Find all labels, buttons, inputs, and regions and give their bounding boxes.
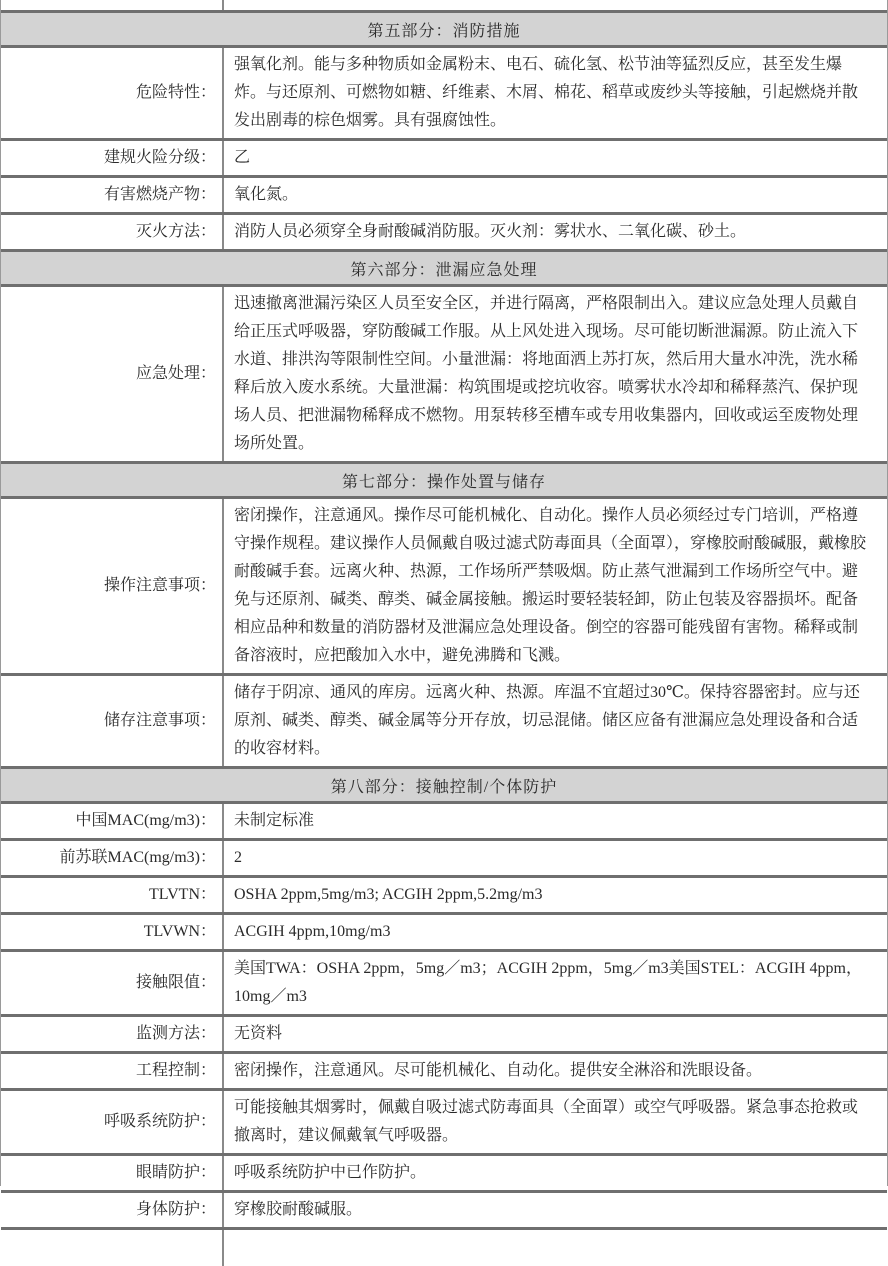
row-value: 密闭操作，注意通风。操作尽可能机械化、自动化。操作人员必须经过专门培训，严格遵守操作规程。建议操作人员佩戴自吸过滤式防毒面具（全面罩），穿橡胶耐酸碱服，戴橡胶耐酸碱手套。远离火种、热源，工作场所严禁吸烟。防止蒸气泄漏到工作场所空气中。避免与还原剂、碱类、醇类、碱金属接触。搬运时要轻装轻卸，防止包装及容器损坏。配备相应品种和数量的消防器材及泄漏应急处理设备。倒空的容器可能残留有害物。稀释或制备溶液时，应把酸加入水中，避免沸腾和飞溅。: [234, 507, 867, 664]
row-value-empty: [224, 1230, 887, 1266]
row-value: 氧化氮。: [234, 186, 299, 203]
row-label: 眼睛防护：: [1, 1156, 224, 1190]
row-label: 工程控制：: [1, 1054, 224, 1088]
row-value: OSHA 2ppm,5mg/m3; ACGIH 2ppm,5.2mg/m3: [234, 886, 543, 903]
row-value: 可能接触其烟雾时，佩戴自吸过滤式防毒面具（全面罩）或空气呼吸器。紧急事态抢救或撤离时，建议佩戴氧气呼吸器。: [234, 1099, 859, 1144]
row-value: 密闭操作，注意通风。尽可能机械化、自动化。提供安全淋浴和洗眼设备。: [234, 1062, 763, 1079]
row-label: 呼吸系统防护：: [1, 1091, 224, 1153]
row-label-empty: [1, 0, 224, 10]
table-row: [1, 178, 887, 215]
table-row: [1, 952, 887, 1017]
row-label: TLVWN：: [1, 915, 224, 949]
row-value: 储存于阴凉、通风的库房。远离火种、热源。库温不宜超过30℃。保持容器密封。应与还原剂、碱类、醇类、碱金属等分开存放，切忌混储。储区应备有泄漏应急处理设备和合适的收容材料。: [234, 684, 860, 757]
section-header: 第六部分：泄漏应急处理: [1, 252, 887, 287]
table-row: [1, 287, 887, 464]
table-row: [1, 499, 887, 676]
row-label: 前苏联MAC(mg/m3)：: [1, 841, 224, 875]
table-row: [1, 676, 887, 769]
row-label: 危险特性：: [1, 48, 224, 138]
row-label: 操作注意事项：: [1, 499, 224, 673]
row-value: 美国TWA：OSHA 2ppm，5mg／m3；ACGIH 2ppm，5mg／m3美国STEL：ACGIH 4ppm，10mg／m3: [234, 960, 863, 1005]
row-label: 应急处理：: [1, 287, 224, 461]
table-row: [1, 141, 887, 178]
table-row: [1, 48, 887, 141]
section-header: 第八部分：接触控制/个体防护: [1, 769, 887, 804]
table-row: [1, 1193, 887, 1230]
row-label: 建规火险分级：: [1, 141, 224, 175]
row-value: 未制定标准: [234, 812, 315, 829]
table-row: [1, 215, 887, 252]
row-value: 消防人员必须穿全身耐酸碱消防服。灭火剂：雾状水、二氧化碳、砂土。: [234, 223, 747, 240]
table-row: [1, 841, 887, 878]
table-sections: [1, 13, 887, 1230]
row-value-empty: [224, 0, 887, 10]
row-label: 储存注意事项：: [1, 676, 224, 766]
row-value: 2: [234, 849, 242, 866]
section-header: 第五部分：消防措施: [1, 13, 887, 48]
table-row: [1, 1017, 887, 1054]
row-value: 无资料: [234, 1025, 283, 1042]
row-value: 迅速撤离泄漏污染区人员至安全区，并进行隔离，严格限制出入。建议应急处理人员戴自给正压式呼吸器，穿防酸碱工作服。从上风处进入现场。尽可能切断泄漏源。防止流入下水道、排洪沟等限制性空间。小量泄漏：将地面洒上苏打灰，然后用大量水冲洗，洗水稀释后放入废水系统。大量泄漏：构筑围堤或挖坑收容。喷雾状水冷却和稀释蒸汽、保护现场人员、把泄漏物稀释成不燃物。用泵转移至槽车或专用收集器内，回收或运至废物处理场所处置。: [234, 295, 859, 452]
table-row: [1, 915, 887, 952]
row-value: 呼吸系统防护中已作防护。: [234, 1164, 427, 1181]
table-row: [1, 804, 887, 841]
row-label: 身体防护：: [1, 1193, 224, 1227]
table-row-partial-top: [1, 0, 887, 13]
table-row: [1, 1054, 887, 1091]
row-label: 灭火方法：: [1, 215, 224, 249]
row-label: 有害燃烧产物：: [1, 178, 224, 212]
row-value: 乙: [234, 149, 251, 166]
row-label: 监测方法：: [1, 1017, 224, 1051]
table-row-partial-bottom: [1, 1230, 887, 1266]
row-value: ACGIH 4ppm,10mg/m3: [234, 923, 391, 940]
row-value: 穿橡胶耐酸碱服。: [234, 1201, 363, 1218]
row-label-empty: [1, 1230, 224, 1266]
row-label: 中国MAC(mg/m3)：: [1, 804, 224, 838]
table-row: [1, 1091, 887, 1156]
row-label: 接触限值：: [1, 952, 224, 1014]
row-label: TLVTN：: [1, 878, 224, 912]
table-row: [1, 1156, 887, 1193]
section-header: 第七部分：操作处置与储存: [1, 464, 887, 499]
row-value: 强氧化剂。能与多种物质如金属粉末、电石、硫化氢、松节油等猛烈反应，甚至发生爆炸。与还原剂、可燃物如糖、纤维素、木屑、棉花、稻草或废纱头等接触，引起燃烧并散发出剧毒的棕色烟雾。具有强腐蚀性。: [234, 56, 859, 129]
table-row: [1, 878, 887, 915]
